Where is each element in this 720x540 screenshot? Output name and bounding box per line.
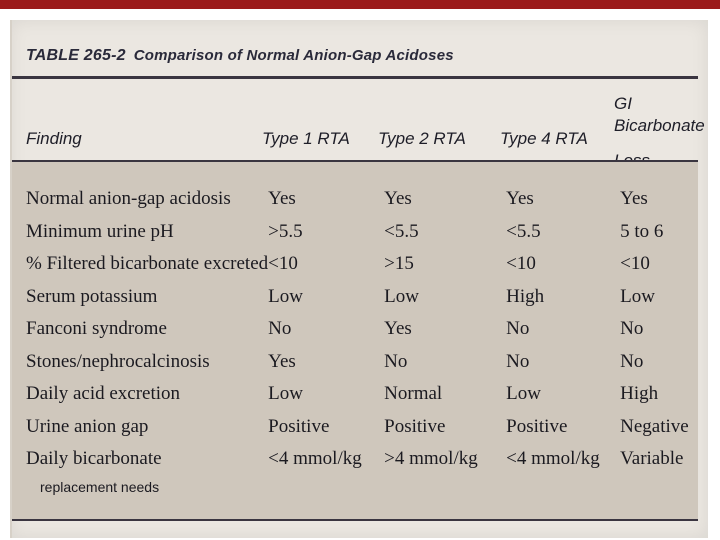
row-cell: Yes — [506, 188, 534, 210]
table-row — [26, 281, 700, 314]
table-title — [26, 47, 454, 65]
table-row-continuation — [26, 476, 700, 500]
row-cell: >15 — [384, 253, 414, 275]
row-cell: Low — [506, 383, 541, 405]
row-finding-continuation: replacement needs — [40, 478, 160, 495]
row-cell: <4 mmol/kg — [506, 448, 600, 470]
row-finding: Minimum urine pH — [26, 220, 174, 242]
row-cell: Variable — [620, 448, 684, 470]
row-cell: <5.5 — [384, 220, 419, 242]
row-cell: Yes — [268, 350, 296, 372]
row-finding: Daily acid excretion — [26, 383, 181, 405]
table-row — [26, 378, 700, 411]
row-cell: Positive — [384, 415, 446, 437]
row-cell: Positive — [268, 415, 330, 437]
row-cell: <10 — [506, 253, 536, 275]
row-cell: <4 mmol/kg — [268, 448, 362, 470]
header-type2: Type 2 RTA — [378, 129, 466, 148]
table-caption: Comparison of Normal Anion-Gap Acidoses — [133, 47, 454, 64]
row-cell: 5 to 6 — [620, 220, 664, 242]
table-row — [26, 411, 700, 444]
row-cell: Low — [620, 285, 655, 307]
header-finding: Finding — [26, 129, 82, 148]
row-finding: Stones/nephrocalcinosis — [26, 350, 210, 372]
row-finding: Fanconi syndrome — [26, 318, 167, 340]
row-cell: No — [268, 318, 292, 340]
row-cell: High — [506, 285, 545, 307]
row-cell: High — [620, 383, 659, 405]
row-cell: Yes — [384, 188, 412, 210]
row-cell: Yes — [268, 188, 296, 210]
comparison-table — [26, 183, 700, 500]
rule-top — [12, 76, 698, 79]
row-cell: No — [506, 318, 530, 340]
table-number: TABLE 265-2 — [26, 47, 126, 64]
rule-bottom — [12, 519, 698, 521]
row-finding: Serum potassium — [26, 285, 158, 307]
row-cell: <10 — [268, 253, 298, 275]
row-cell: No — [620, 350, 644, 372]
row-cell: Normal — [384, 383, 443, 405]
row-cell: <10 — [620, 253, 650, 275]
row-cell: Yes — [620, 188, 648, 210]
table-row — [26, 248, 700, 281]
table-row — [26, 183, 700, 216]
row-cell: Low — [384, 285, 419, 307]
row-cell: Positive — [506, 415, 568, 437]
row-cell: Low — [268, 383, 303, 405]
header-gi-line1: GI Bicarbonate — [614, 94, 705, 135]
row-finding: Daily bicarbonate — [26, 448, 162, 470]
row-cell: Yes — [384, 318, 412, 340]
row-cell: >5.5 — [268, 220, 303, 242]
row-cell: No — [506, 350, 530, 372]
row-cell: No — [620, 318, 644, 340]
row-cell: No — [384, 350, 408, 372]
row-finding: % Filtered bicarbonate excreted — [26, 253, 269, 275]
row-cell: Negative — [620, 415, 689, 437]
row-finding: Normal anion-gap acidosis — [26, 188, 231, 210]
header-type4: Type 4 RTA — [500, 129, 588, 148]
row-cell: Low — [268, 285, 303, 307]
table-row — [26, 313, 700, 346]
row-cell: <5.5 — [506, 220, 541, 242]
header-type1: Type 1 RTA — [262, 129, 350, 148]
table-row — [26, 346, 700, 379]
table-row — [26, 443, 700, 476]
top-accent-bar — [0, 0, 720, 9]
table-row — [26, 216, 700, 249]
row-cell: >4 mmol/kg — [384, 448, 478, 470]
row-finding: Urine anion gap — [26, 415, 149, 437]
